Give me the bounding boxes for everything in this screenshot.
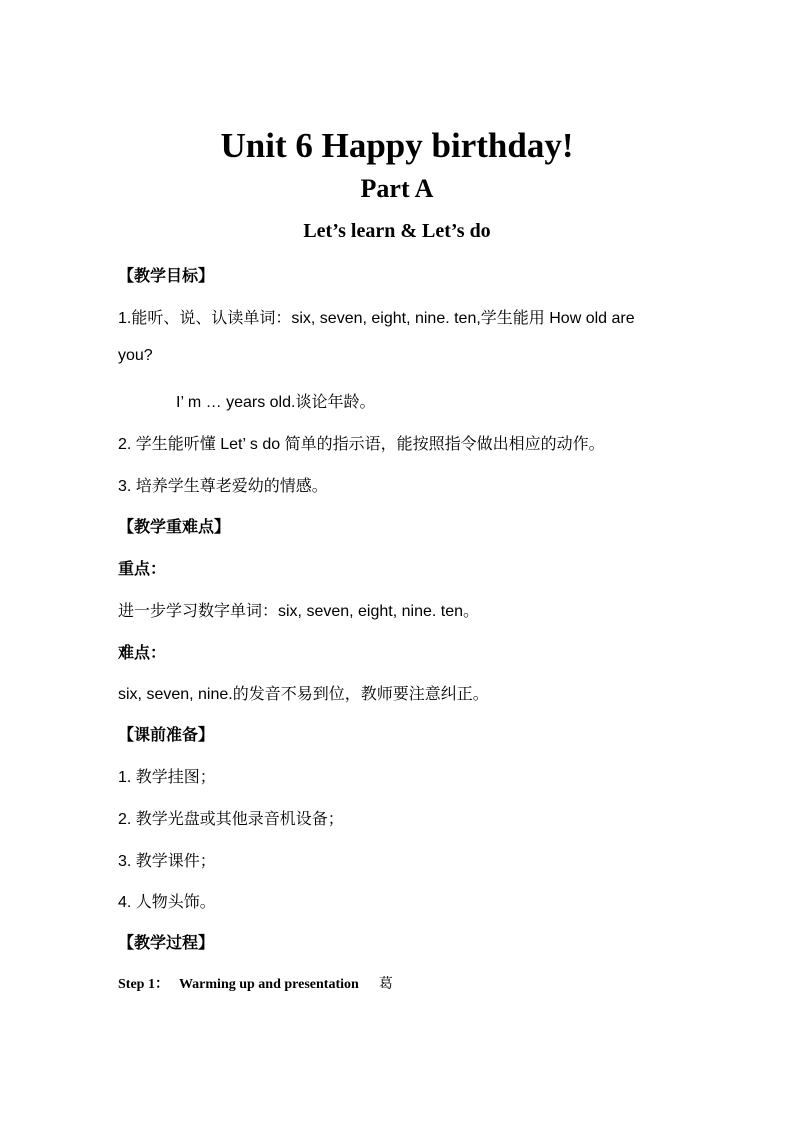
objectives-heading: 【教学目标】	[118, 268, 215, 285]
preparation-item: 2. 教学光盘或其他录音机设备；	[118, 811, 344, 828]
difficulty-label: 难点：	[118, 645, 167, 662]
preparation-item: 3. 教学课件；	[118, 853, 216, 870]
process-heading: 【教学过程】	[118, 935, 215, 952]
step-1-mark: 葛	[378, 975, 393, 991]
preparation-item: 1. 教学挂图；	[118, 769, 216, 786]
step-1-label: Step 1：	[118, 977, 169, 992]
part-title: Part A	[360, 174, 434, 203]
objective-1-line-1: 1.能听、说、认读单词：six, seven, eight, nine. ten,学生能用 How old are	[118, 310, 635, 327]
difficulty-text: six, seven, nine.的发音不易到位，教师要注意纠正。	[118, 686, 489, 703]
objective-1-line-2: you?	[118, 347, 153, 364]
lesson-title: Let’s learn & Let’s do	[303, 220, 491, 242]
step-1-text: Warming up and presentation	[178, 977, 359, 992]
key-points-heading: 【教学重难点】	[118, 519, 231, 536]
focus-label: 重点：	[118, 561, 167, 578]
objective-3: 3. 培养学生尊老爱幼的情感。	[118, 478, 328, 495]
page-title: Unit 6 Happy birthday!	[220, 126, 574, 165]
focus-text: 进一步学习数字单词：six, seven, eight, nine. ten。	[118, 603, 480, 620]
objective-1-line-3: I’ m … years old.谈论年龄。	[176, 394, 376, 411]
step-1	[118, 973, 393, 993]
preparation-item: 4. 人物头饰。	[118, 894, 216, 911]
objective-2: 2. 学生能听懂 Let’ s do 简单的指示语，能按照指令做出相应的动作。	[118, 436, 605, 453]
preparation-heading: 【课前准备】	[118, 727, 215, 744]
